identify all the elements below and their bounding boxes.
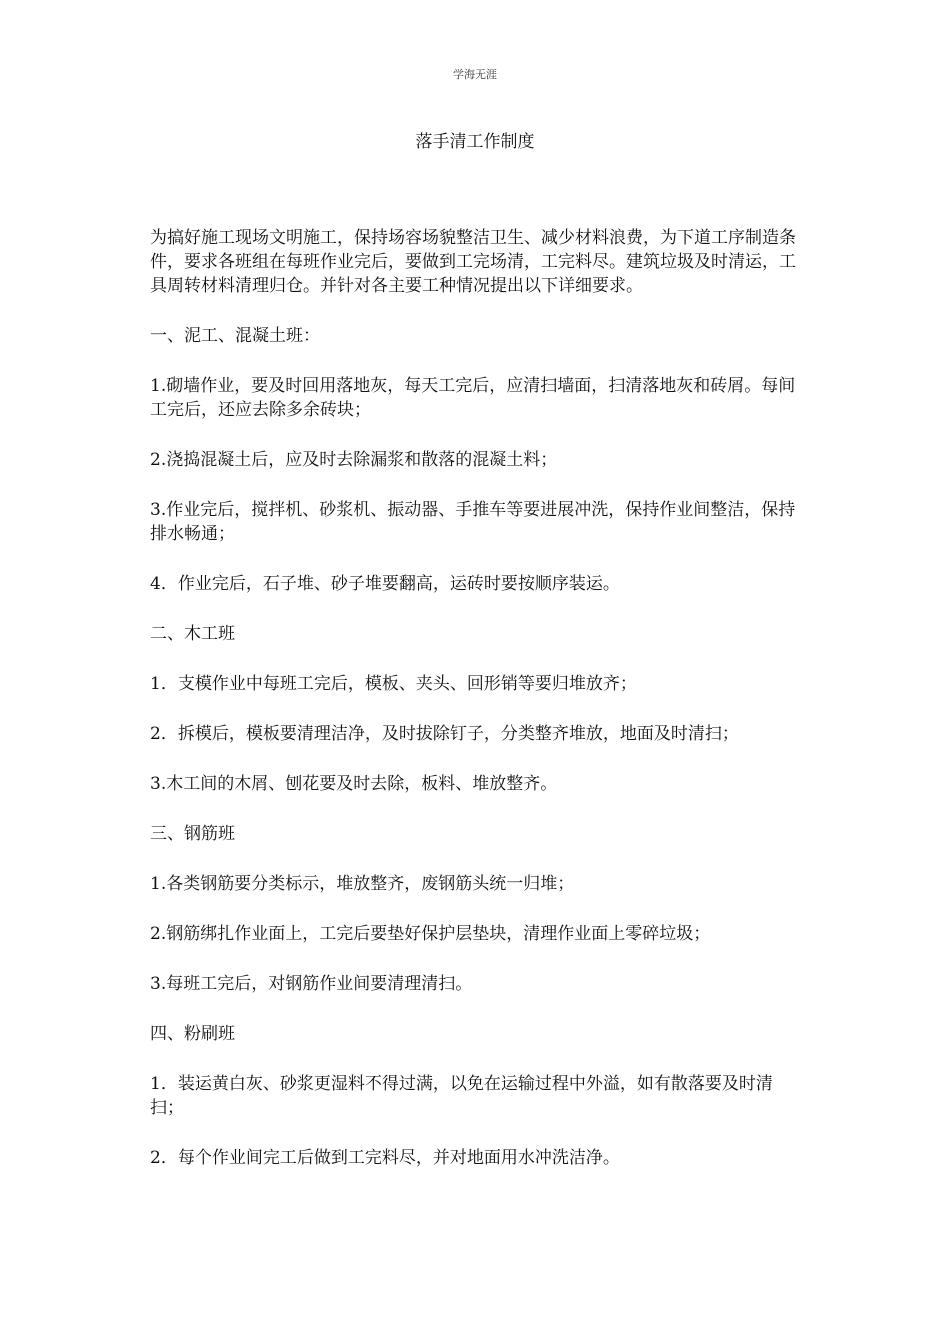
section-heading-plastering: 四、粉刷班 [150, 1024, 235, 1044]
list-item: 2．拆模后，模板要清理洁净，及时拔除钉子，分类整齐堆放，地面及时清扫； [150, 724, 739, 744]
list-item: 1．支模作业中每班工完后，模板、夹头、回形销等要归堆放齐； [150, 674, 637, 694]
list-item: 3.木工间的木屑、刨花要及时去除，板料、堆放整齐。 [150, 774, 558, 794]
list-item: 1.砌墙作业，要及时回用落地灰，每天工完后，应清扫墙面，扫清落地灰和砖屑。每间工完后，还应去除多余砖块； [150, 376, 796, 420]
list-item: 1.各类钢筋要分类标示，堆放整齐，废钢筋头统一归堆； [150, 874, 575, 894]
list-item: 2．每个作业间完工后做到工完料尽，并对地面用水冲洗洁净。 [150, 1148, 620, 1168]
list-item: 3.作业完后，搅拌机、砂浆机、振动器、手推车等要进展冲洗，保持作业间整洁，保持排水畅通； [150, 500, 796, 544]
list-item: 2.浇捣混凝土后，应及时去除漏浆和散落的混凝土料； [150, 450, 558, 470]
section-heading-masonry: 一、泥工、混凝土班： [150, 326, 320, 346]
section-heading-carpentry: 二、木工班 [150, 624, 235, 644]
list-item: 2.钢筋绑扎作业面上，工完后要垫好保护层垫块，清理作业面上零碎垃圾； [150, 924, 711, 944]
list-item: 3.每班工完后，对钢筋作业间要清理清扫。 [150, 974, 473, 994]
document-title: 落手清工作制度 [415, 132, 535, 152]
section-heading-rebar: 三、钢筋班 [150, 824, 235, 844]
intro-paragraph: 为搞好施工现场文明施工，保持场容场貌整洁卫生、减少材料浪费，为下道工序制造条件，要求各班组在每班作业完后，要做到工完场清，工完料尽。建筑垃圾及时清运，工具周转材料清理归仓。并针对各主要工种情况提出以下详细要求。 [150, 228, 796, 296]
list-item: 4．作业完后，石子堆、砂子堆要翻高，运砖时要按顺序装运。 [150, 574, 620, 594]
document-body [150, 226, 800, 1196]
list-item: 1．装运黄白灰、砂浆更湿料不得过满，以免在运输过程中外溢，如有散落要及时清扫； [150, 1074, 773, 1118]
page-header: 学海无涯 [453, 68, 497, 81]
